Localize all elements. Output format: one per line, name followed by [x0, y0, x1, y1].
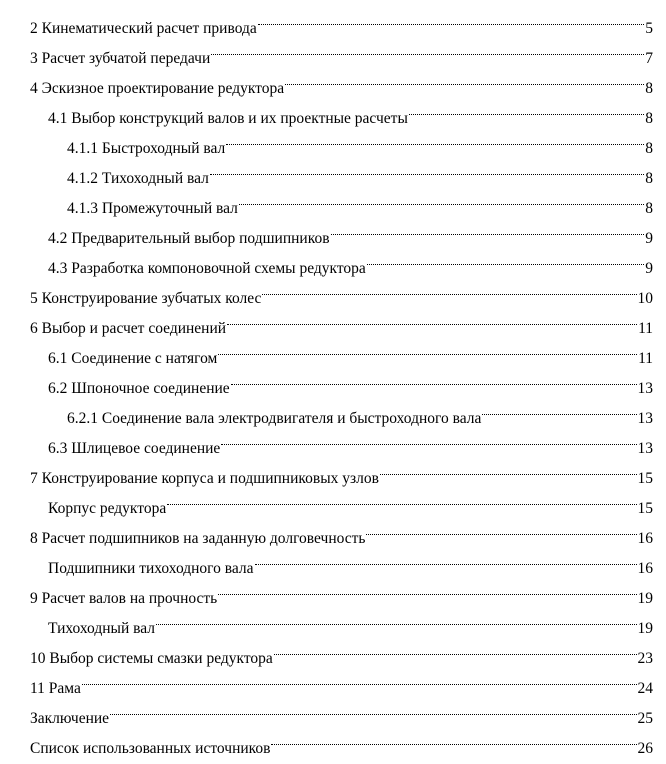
- toc-entry-title: 4.1.1 Быстроходный вал: [67, 140, 226, 157]
- toc-dot-leader: [210, 153, 644, 183]
- toc-dot-leader: [156, 603, 637, 633]
- toc-dot-leader: [367, 243, 644, 273]
- toc-entry-page: 9: [645, 230, 653, 247]
- toc-entry-page: 13: [637, 380, 653, 397]
- toc-dot-leader: [167, 483, 636, 513]
- toc-dot-leader: [221, 423, 636, 453]
- toc-entry-title: 5 Конструирование зубчатых колес: [30, 290, 262, 307]
- toc-entry-title: 9 Расчет валов на прочность: [30, 590, 218, 607]
- toc-entry-page: 13: [637, 440, 653, 457]
- toc-entry-title: 6.1 Соединение с натягом: [48, 350, 218, 367]
- toc-entry-title: 4.1 Выбор конструкций валов и их проектные расчеты: [48, 110, 408, 127]
- toc-entry-title: 6.2 Шпоночное соединение: [48, 380, 230, 397]
- toc-dot-leader: [258, 3, 644, 33]
- toc-dot-leader: [380, 453, 637, 483]
- toc-entry-page: 8: [645, 80, 653, 97]
- toc-dot-leader: [262, 273, 636, 303]
- toc-entry-title: 10 Выбор системы смазки редуктора: [30, 650, 273, 667]
- toc-entry-title: 4.2 Предварительный выбор подшипников: [48, 230, 330, 247]
- toc-dot-leader: [271, 723, 636, 753]
- toc-entry[interactable]: [0, 3, 666, 37]
- toc-entry-title: Корпус редуктора: [48, 500, 167, 517]
- toc-entry-page: 15: [637, 470, 653, 487]
- toc-dot-leader: [110, 693, 636, 723]
- toc-entry-page: 9: [645, 260, 653, 277]
- toc-dot-leader: [482, 393, 636, 423]
- toc-entry-page: 19: [637, 620, 653, 637]
- toc-dot-leader: [227, 303, 637, 333]
- toc-entry-title: 4.1.3 Промежуточный вал: [67, 200, 238, 217]
- toc-entry-page: 13: [637, 410, 653, 427]
- toc-dot-leader: [239, 183, 644, 213]
- toc-entry-title: Тихоходный вал: [48, 620, 155, 637]
- toc-entry-page: 8: [645, 200, 653, 217]
- toc-entry-title: Список использованных источников: [30, 740, 271, 757]
- toc-entry-title: 3 Расчет зубчатой передачи: [30, 50, 211, 67]
- toc-dot-leader: [211, 33, 644, 63]
- toc-dot-leader: [226, 123, 644, 153]
- toc-entry-page: 10: [637, 290, 653, 307]
- toc-entry-page: 7: [645, 50, 653, 67]
- toc-dot-leader: [331, 213, 645, 243]
- toc-entry-title: 8 Расчет подшипников на заданную долговечность: [30, 530, 366, 547]
- toc-entry-page: 8: [645, 110, 653, 127]
- toc-entry-title: Заключение: [30, 710, 110, 727]
- toc-dot-leader: [231, 363, 637, 393]
- toc-entry-title: 7 Конструирование корпуса и подшипниковых узлов: [30, 470, 379, 487]
- toc-dot-leader: [409, 93, 644, 123]
- toc-entry-page: 16: [637, 530, 653, 547]
- toc-entry-title: 11 Рама: [30, 680, 81, 697]
- toc-dot-leader: [274, 633, 637, 663]
- toc-entry[interactable]: [0, 693, 666, 727]
- toc-entry-title: 4.3 Разработка компоновочной схемы редуктора: [48, 260, 366, 277]
- toc-entry-title: 4.1.2 Тихоходный вал: [67, 170, 209, 187]
- toc-entry-title: 2 Кинематический расчет привода: [30, 20, 257, 37]
- toc-dot-leader: [366, 513, 636, 543]
- toc-entry-page: 24: [637, 680, 653, 697]
- toc-entry-page: 11: [638, 320, 653, 337]
- toc-entry-page: 11: [638, 350, 653, 367]
- toc-dot-leader: [82, 663, 637, 693]
- toc-entry-title: 6.2.1 Соединение вала электродвигателя и быстроходного вала: [67, 410, 482, 427]
- toc-dot-leader: [218, 573, 636, 603]
- toc-entry-page: 26: [637, 740, 653, 757]
- toc-entry-page: 23: [637, 650, 653, 667]
- toc-dot-leader: [255, 543, 637, 573]
- toc-entry-title: 6.3 Шлицевое соединение: [48, 440, 221, 457]
- toc-entry-title: 4 Эскизное проектирование редуктора: [30, 80, 285, 97]
- toc-entry[interactable]: [0, 663, 666, 697]
- toc-dot-leader: [285, 63, 644, 93]
- toc-entry-page: 19: [637, 590, 653, 607]
- toc-entry-page: 8: [645, 170, 653, 187]
- toc-entry-page: 16: [637, 560, 653, 577]
- toc-dot-leader: [218, 333, 637, 363]
- toc-entry-page: 15: [637, 500, 653, 517]
- toc-entry-page: 5: [645, 20, 653, 37]
- toc-entry-title: 6 Выбор и расчет соединений: [30, 320, 227, 337]
- toc-entry-title: Подшипники тихоходного вала: [48, 560, 254, 577]
- toc-entry-page: 25: [637, 710, 653, 727]
- toc-entry-page: 8: [645, 140, 653, 157]
